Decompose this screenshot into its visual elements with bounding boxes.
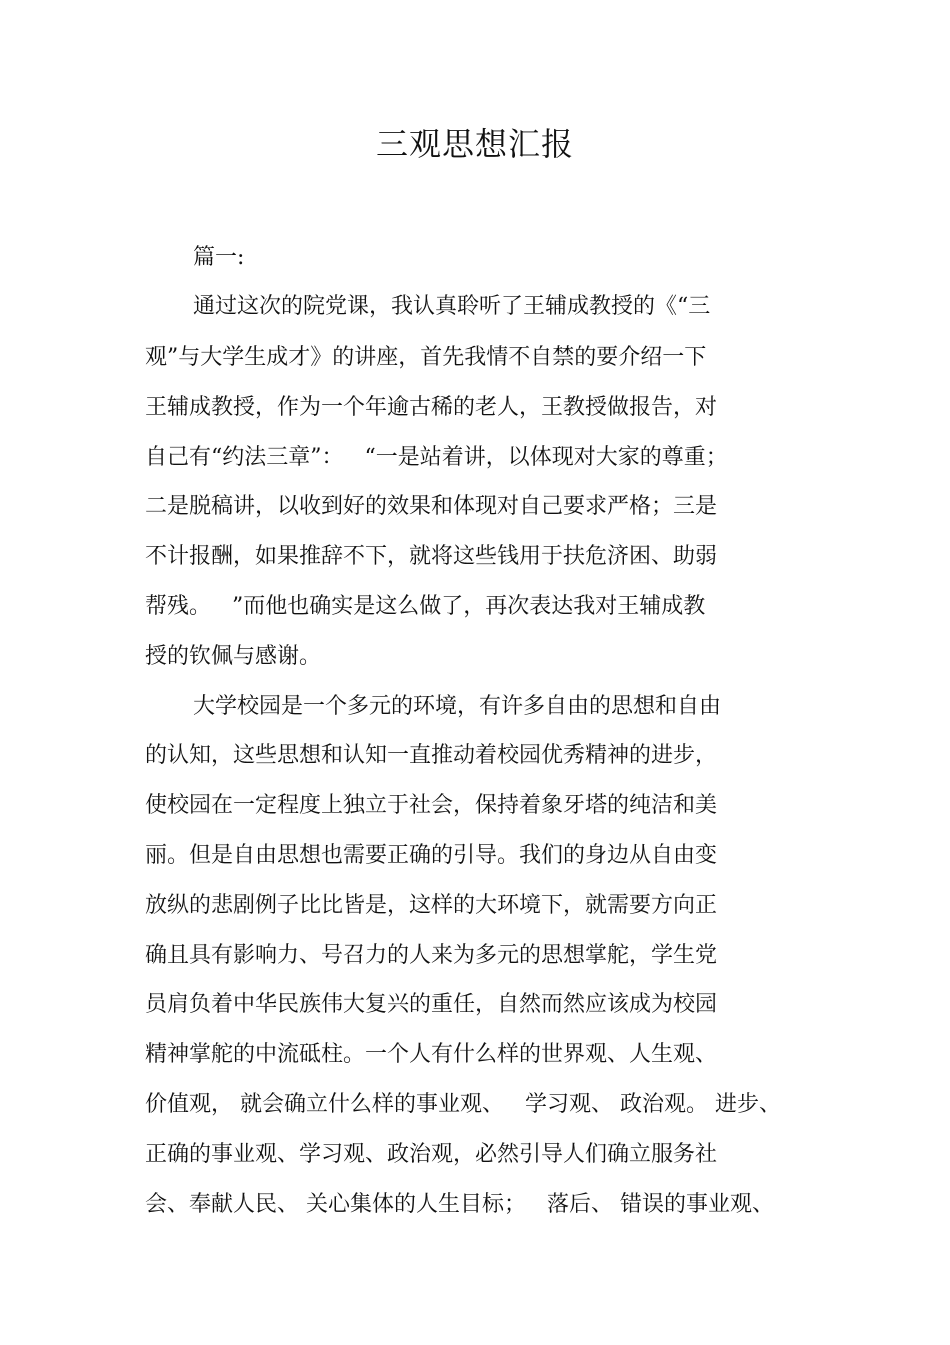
section-heading: 篇一: bbox=[193, 245, 245, 270]
paragraph-line: 价值观， 就会确立什么样的事业观、 学习观、 政治观。 进步、 bbox=[145, 1092, 781, 1117]
document-title: 三观思想汇报 bbox=[375, 125, 574, 163]
paragraph-line: 丽。但是自由思想也需要正确的引导。我们的身边从自由变 bbox=[145, 843, 718, 868]
paragraph-line: 的认知，这些思想和认知一直推动着校园优秀精神的进步， bbox=[145, 743, 718, 768]
paragraph-line: 精神掌舵的中流砥柱。一个人有什么样的世界观、人生观、 bbox=[145, 1042, 718, 1067]
paragraph-line: 正确的事业观、学习观、政治观，必然引导人们确立服务社 bbox=[145, 1142, 718, 1167]
paragraph-line: 大学校园是一个多元的环境，有许多自由的思想和自由 bbox=[193, 694, 722, 719]
paragraph-line: 会、奉献人民、 关心集体的人生目标； 落后、 错误的事业观、 bbox=[145, 1192, 774, 1217]
paragraph-line: 放纵的悲剧例子比比皆是，这样的大环境下，就需要方向正 bbox=[145, 893, 718, 918]
paragraph-line: 二是脱稿讲，以收到好的效果和体现对自己要求严格；三是 bbox=[145, 494, 718, 519]
paragraph-line: 确且具有影响力、号召力的人来为多元的思想掌舵，学生党 bbox=[145, 943, 718, 968]
paragraph-line: 王辅成教授，作为一个年逾古稀的老人，王教授做报告，对 bbox=[145, 395, 718, 420]
paragraph-line: 观”与大学生成才》的讲座，首先我情不自禁的要介绍一下 bbox=[145, 345, 707, 370]
paragraph-line: 帮残。 ”而他也确实是这么做了，再次表达我对王辅成教 bbox=[145, 594, 706, 619]
paragraph-line: 不计报酬，如果推辞不下，就将这些钱用于扶危济困、助弱 bbox=[145, 544, 718, 569]
paragraph-line: 员肩负着中华民族伟大复兴的重任，自然而然应该成为校园 bbox=[145, 992, 718, 1017]
paragraph-line: 授的钦佩与感谢。 bbox=[145, 644, 322, 669]
paragraph-line: 自己有“约法三章”： “一是站着讲，以体现对大家的尊重； bbox=[145, 445, 728, 470]
paragraph-line: 使校园在一定程度上独立于社会，保持着象牙塔的纯洁和美 bbox=[145, 793, 718, 818]
paragraph-line: 通过这次的院党课，我认真聆听了王辅成教授的《“三 bbox=[193, 294, 711, 319]
